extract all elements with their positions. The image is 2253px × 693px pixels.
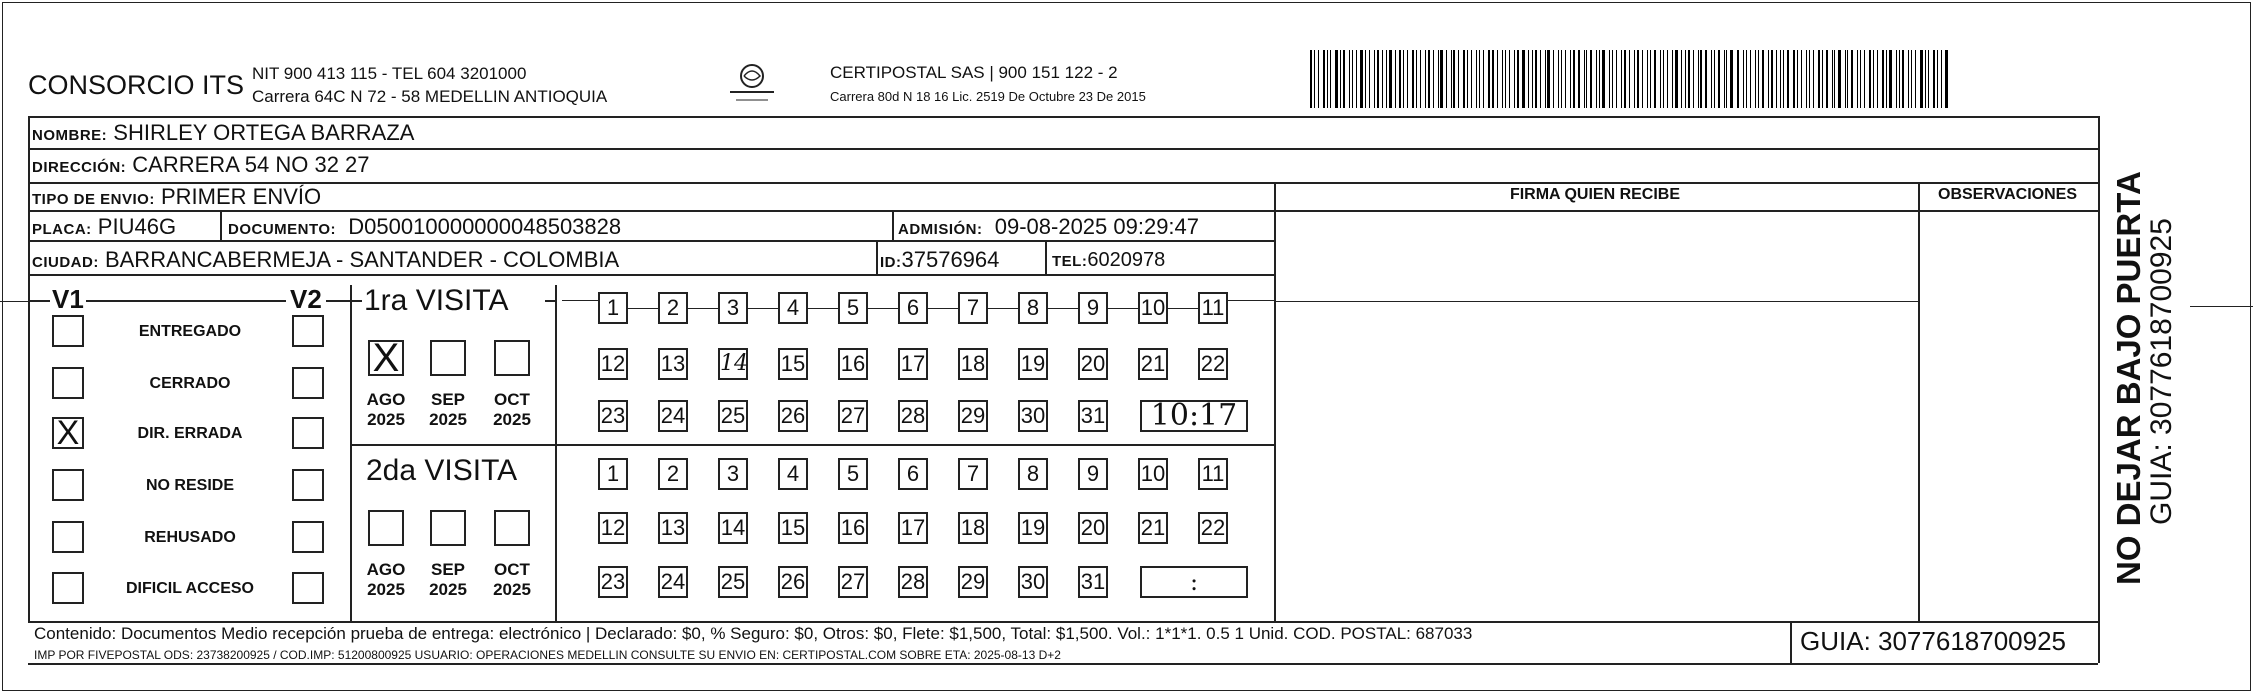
month-label: OCT 2025 [493,390,531,429]
month-label: AGO 2025 [366,560,406,599]
day-box[interactable]: 22 [1198,512,1228,544]
day-box[interactable]: 10 [1138,458,1168,490]
first-visit-time[interactable]: 10:17 [1140,400,1248,432]
day-box[interactable]: 31 [1078,566,1108,598]
day-box[interactable]: 8 [1018,292,1048,324]
day-box[interactable]: 16 [838,348,868,380]
month-label: OCT 2025 [493,560,531,599]
day-box[interactable]: 21 [1138,348,1168,380]
v1-checkbox[interactable] [52,572,84,604]
month-checkbox[interactable] [494,340,530,376]
direccion-value: CARRERA 54 NO 32 27 [132,152,370,177]
day-box[interactable]: 4 [778,458,808,490]
carrier-address: Carrera 80d N 18 16 Lic. 2519 De Octubre 23 De 2015 [830,89,1146,104]
admision-value: 09-08-2025 09:29:47 [994,214,1200,239]
documento-value: D050010000000048503828 [348,214,622,239]
day-box[interactable]: 18 [958,348,988,380]
day-box[interactable]: 9 [1078,292,1108,324]
second-visit-time[interactable]: : [1140,566,1248,598]
day-box[interactable]: 26 [778,566,808,598]
day-box[interactable]: 5 [838,292,868,324]
day-box[interactable]: 30 [1018,400,1048,432]
day-box[interactable]: 29 [958,400,988,432]
v1-checkbox[interactable] [52,414,84,452]
ciudad-field: CIUDAD: BARRANCABERMEJA - SANTANDER - COLOMBIA [32,247,620,272]
observaciones-header: OBSERVACIONES [1938,186,2077,203]
id-value: 37576964 [901,247,1000,272]
status-option: ENTREGADO [138,323,242,340]
day-box[interactable]: 8 [1018,458,1048,490]
tipo-envio-value: PRIMER ENVÍO [160,184,322,209]
no-dejar-notice: NO DEJAR BAJO PUERTA [2110,171,2147,585]
day-box[interactable]: 27 [838,566,868,598]
day-box[interactable]: 22 [1198,348,1228,380]
day-box[interactable]: 24 [658,566,688,598]
admision-field: ADMISIÓN: 09-08-2025 09:29:47 [898,214,1200,239]
direccion-field: DIRECCIÓN: CARRERA 54 NO 32 27 [32,152,370,177]
day-box[interactable]: 20 [1078,512,1108,544]
day-box[interactable]: 17 [898,348,928,380]
month-checkbox[interactable] [494,510,530,546]
month-label: SEP 2025 [429,560,467,599]
placa-field: PLACA: PIU46G [32,214,177,239]
v2-checkbox[interactable] [292,572,324,604]
day-box[interactable]: 13 [658,512,688,544]
day-box[interactable]: 11 [1198,458,1228,490]
nombre-field: NOMBRE: SHIRLEY ORTEGA BARRAZA [32,120,415,145]
day-box[interactable]: 14 [718,348,748,380]
v1-label: V1 [52,284,84,314]
day-box[interactable]: 15 [778,512,808,544]
v1-checkbox[interactable] [52,469,84,501]
day-box[interactable]: 1 [598,458,628,490]
v2-checkbox[interactable] [292,521,324,553]
day-box[interactable]: 6 [898,458,928,490]
v1-checkbox[interactable] [52,367,84,399]
footer-content: Contenido: Documentos Medio recepción prueba de entrega: electrónico | Declarado: $0, % Seguro: $0, Otros: $0, Flete: $1,500, Total: $1,500. Vol.: 1*1*1. 0.5 1 Unid. COD. POSTAL: 687033 [34,624,1473,643]
day-box[interactable]: 12 [598,512,628,544]
day-box[interactable]: 5 [838,458,868,490]
status-option: REHUSADO [144,529,236,546]
month-checkbox[interactable] [368,336,404,380]
v1-checkbox[interactable] [52,315,84,347]
day-box[interactable]: 2 [658,292,688,324]
v2-checkbox[interactable] [292,315,324,347]
day-box[interactable]: 7 [958,458,988,490]
id-field: ID:37576964 [880,247,1000,272]
day-box[interactable]: 14 [718,512,748,544]
day-box[interactable]: 16 [838,512,868,544]
day-box[interactable]: 30 [1018,566,1048,598]
v1-checkbox[interactable] [52,521,84,553]
day-box[interactable]: 13 [658,348,688,380]
company-name: CONSORCIO ITS [28,70,245,100]
day-box[interactable]: 29 [958,566,988,598]
day-box[interactable]: 6 [898,292,928,324]
certipostal-logo [722,62,782,106]
day-box[interactable]: 20 [1078,348,1108,380]
footer-imp: IMP POR FIVEPOSTAL ODS: 23738200925 / COD.IMP: 51200800925 USUARIO: OPERACIONES MEDELLIN CONSULTE SU ENVIO EN: CERTIPOSTAL.COM SOBRE ETA: 2025-08-13 D+2 [34,648,1061,662]
day-box[interactable]: 31 [1078,400,1108,432]
tipo-envio-field: TIPO DE ENVIO: PRIMER ENVÍO [32,184,322,209]
day-box[interactable]: 24 [658,400,688,432]
barcode [1310,50,1950,108]
day-box[interactable]: 12 [598,348,628,380]
day-box[interactable]: 23 [598,566,628,598]
day-box[interactable]: 15 [778,348,808,380]
month-checkbox[interactable] [430,340,466,376]
first-visit-title: 1ra VISITA [364,284,509,317]
month-checkbox[interactable] [430,510,466,546]
company-address: Carrera 64C N 72 - 58 MEDELLIN ANTIOQUIA [252,87,608,106]
second-visit-title: 2da VISITA [366,454,518,487]
tel-value: 6020978 [1087,249,1166,271]
day-box[interactable]: 17 [898,512,928,544]
ciudad-value: BARRANCABERMEJA - SANTANDER - COLOMBIA [104,247,620,272]
day-box[interactable]: 21 [1138,512,1168,544]
day-box[interactable]: 3 [718,292,748,324]
day-box[interactable]: 10 [1138,292,1168,324]
day-box[interactable]: 2 [658,458,688,490]
day-box[interactable]: 3 [718,458,748,490]
status-option: DIFICIL ACCESO [125,580,254,597]
day-box[interactable]: 9 [1078,458,1108,490]
v2-checkbox[interactable] [292,367,324,399]
company-nit: NIT 900 413 115 - TEL 604 3201000 [252,64,527,83]
day-box[interactable]: 28 [898,566,928,598]
tel-field: TEL:6020978 [1052,249,1166,271]
status-option: NO RESIDE [145,477,234,494]
day-box[interactable]: 7 [958,292,988,324]
nombre-value: SHIRLEY ORTEGA BARRAZA [113,120,415,145]
day-box[interactable]: 28 [898,400,928,432]
day-box[interactable]: 4 [778,292,808,324]
v2-checkbox[interactable] [292,469,324,501]
v2-label: V2 [290,284,322,314]
day-box[interactable]: 18 [958,512,988,544]
v2-checkbox[interactable] [292,417,324,449]
day-box[interactable]: 25 [718,400,748,432]
day-box[interactable]: 23 [598,400,628,432]
day-box[interactable]: 19 [1018,348,1048,380]
status-option: CERRADO [149,375,231,392]
day-box[interactable]: 25 [718,566,748,598]
x-mark: X [372,336,400,380]
month-label: AGO 2025 [366,390,406,429]
carrier-name: CERTIPOSTAL SAS | 900 151 122 - 2 [830,63,1118,82]
firma-header: FIRMA QUIEN RECIBE [1509,186,1681,203]
footer-guia: GUIA: 3077618700925 [1800,626,2066,656]
day-box[interactable]: 11 [1198,292,1228,324]
day-box[interactable]: 1 [598,292,628,324]
day-box[interactable]: 26 [778,400,808,432]
month-checkbox[interactable] [368,510,404,546]
documento-field: DOCUMENTO: D050010000000048503828 [228,214,622,239]
x-mark: X [56,414,80,452]
day-box[interactable]: 27 [838,400,868,432]
day-box[interactable]: 19 [1018,512,1048,544]
placa-value: PIU46G [97,214,177,239]
side-guia: GUIA: 3077618700925 [2145,218,2178,525]
status-option: DIR. ERRADA [137,425,243,442]
month-label: SEP 2025 [429,390,467,429]
